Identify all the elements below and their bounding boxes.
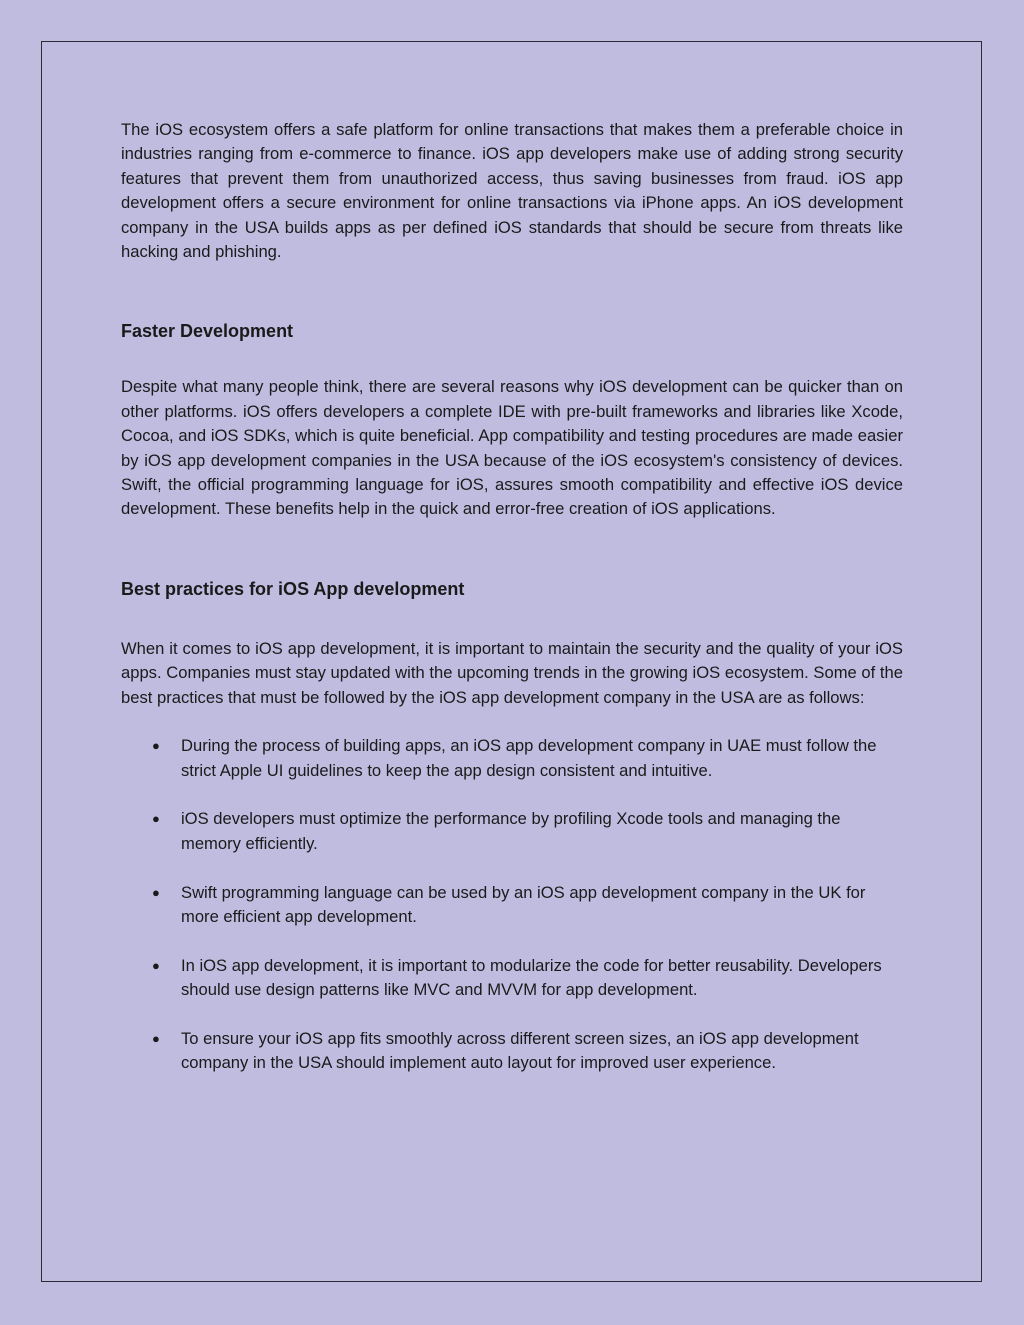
document-content xyxy=(121,118,903,1100)
list-item-text: Swift programming language can be used by an iOS app development company in the UK for more efficient app development. xyxy=(181,882,866,926)
section-heading-faster-development: Faster Development xyxy=(121,321,294,342)
best-practices-paragraph: When it comes to iOS app development, it is important to maintain the security and the quality of your iOS apps. Companies must stay updated with the upcoming trends in the growing iOS ecosystem. Some of the best practices that must be followed by the iOS app development company in the USA are as follows: xyxy=(121,638,903,707)
section-heading-best-practices: Best practices for iOS App development xyxy=(121,578,465,599)
bullet-icon: ● xyxy=(152,738,160,754)
list-item-text: iOS developers must optimize the performance by profiling Xcode tools and managing the memory efficiently. xyxy=(181,809,841,853)
bullet-icon: ● xyxy=(152,957,160,973)
list-item xyxy=(121,881,903,930)
faster-development-paragraph: Despite what many people think, there are several reasons why iOS development can be quicker than on other platforms. iOS offers developers a complete IDE with pre-built frameworks and libraries like Xcode, Cocoa, and iOS SDKs, which is quite beneficial. App compatibility and testing procedures are made easier by iOS app development companies in the USA because of the iOS ecosystem's consistency of devices. Swift, the official programming language for iOS, assures smooth compatibility and effective iOS device development. These benefits help in the quick and error-free creation of iOS applications. xyxy=(121,377,903,519)
list-item xyxy=(121,807,903,856)
list-item xyxy=(121,1027,903,1076)
best-practices-list xyxy=(121,734,903,1076)
intro-paragraph: The iOS ecosystem offers a safe platform for online transactions that makes them a preferable choice in industries ranging from e-commerce to finance. iOS app developers make use of adding strong security features that prevent them from unauthorized access, thus saving businesses from fraud. iOS app development offers a secure environment for online transactions via iPhone apps. An iOS development company in the USA builds apps as per defined iOS standards that should be secure from threats like hacking and phishing. xyxy=(121,120,903,262)
list-item-text: During the process of building apps, an iOS app development company in UAE must follow the strict Apple UI guidelines to keep the app design consistent and intuitive. xyxy=(181,736,877,780)
list-item-text: In iOS app development, it is important to modularize the code for better reusability. Developers should use design patterns like MVC and MVVM for app development. xyxy=(181,955,882,1000)
list-item xyxy=(121,734,903,783)
list-item-text: To ensure your iOS app fits smoothly across different screen sizes, an iOS app development company in the USA should implement auto layout for improved user experience. xyxy=(181,1028,859,1073)
list-item xyxy=(121,954,903,1003)
bullet-icon: ● xyxy=(152,884,160,900)
bullet-icon: ● xyxy=(152,1030,160,1046)
bullet-icon: ● xyxy=(152,811,160,827)
